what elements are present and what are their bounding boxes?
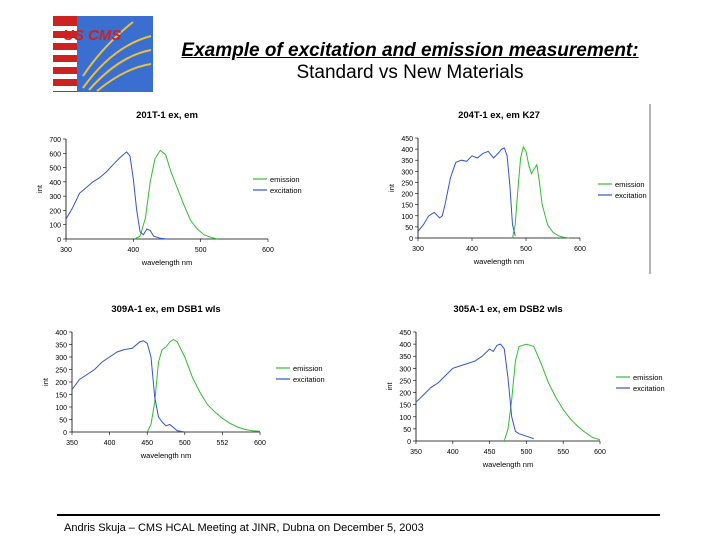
y-tick-label: 150 xyxy=(399,402,411,410)
series-line-emission xyxy=(147,340,260,433)
y-tick-label: 300 xyxy=(401,169,413,177)
y-tick-label: 350 xyxy=(401,158,413,166)
legend-label-excitation: excitation xyxy=(633,384,665,393)
y-tick-label: 400 xyxy=(55,330,67,337)
y-tick-label: 100 xyxy=(49,222,61,230)
y-tick-label: 350 xyxy=(55,342,67,350)
y-tick-label: 200 xyxy=(49,208,61,216)
chart-title: 204T-1 ex, em K27 xyxy=(458,110,540,121)
y-tick-label: 450 xyxy=(401,136,413,143)
x-tick-label: 400 xyxy=(127,247,140,254)
x-tick-label: 500 xyxy=(520,449,533,456)
series-line-excitation xyxy=(66,152,167,239)
x-tick-label: 400 xyxy=(466,246,478,253)
footer-divider xyxy=(57,514,660,516)
y-tick-label: 0 xyxy=(63,430,67,437)
y-tick-label: 50 xyxy=(59,417,67,425)
x-tick-label: 350 xyxy=(410,449,422,456)
series-line-excitation xyxy=(72,341,185,432)
y-tick-label: 300 xyxy=(399,366,411,374)
us-cms-logo xyxy=(53,16,153,92)
y-axis-label: int xyxy=(41,378,50,386)
series-line-emission xyxy=(513,147,570,238)
series-line-excitation xyxy=(418,148,515,236)
x-tick-label: 552 xyxy=(216,440,229,447)
y-tick-label: 100 xyxy=(399,414,411,422)
y-tick-label: 200 xyxy=(399,390,411,398)
y-tick-label: 0 xyxy=(57,237,61,244)
y-tick-label: 200 xyxy=(401,191,413,199)
x-tick-label: 600 xyxy=(254,440,266,447)
y-tick-label: 100 xyxy=(55,405,67,412)
y-axis-label: int xyxy=(387,184,396,192)
legend-label-excitation: excitation xyxy=(270,186,302,195)
logo-text: US CMS xyxy=(63,27,122,44)
chart-201T-1 xyxy=(35,104,335,274)
legend-label-emission: emission xyxy=(293,364,323,373)
x-tick-label: 600 xyxy=(574,246,586,253)
legend-label-emission: emission xyxy=(270,175,300,184)
chart-title: 309A-1 ex, em DSB1 wls xyxy=(111,304,221,315)
title-line-2: Standard vs New Materials xyxy=(296,62,524,83)
x-axis-label: wavelength nm xyxy=(482,460,534,469)
x-axis-label: wavelength nm xyxy=(473,257,525,266)
y-tick-label: 250 xyxy=(401,180,413,188)
legend-label-excitation: excitation xyxy=(615,191,647,200)
chart-title: 201T-1 ex, em xyxy=(136,110,198,121)
x-tick-label: 600 xyxy=(262,247,274,254)
y-tick-label: 400 xyxy=(49,179,61,187)
series-line-emission xyxy=(135,150,218,239)
y-tick-label: 700 xyxy=(49,137,61,144)
x-tick-label: 350 xyxy=(66,440,78,447)
y-tick-label: 50 xyxy=(403,426,411,434)
y-tick-label: 100 xyxy=(401,213,413,221)
y-tick-label: 250 xyxy=(55,367,67,375)
x-tick-label: 300 xyxy=(60,247,72,254)
x-tick-label: 400 xyxy=(103,440,116,447)
x-tick-label: 500 xyxy=(520,246,532,253)
chart-309A-1 xyxy=(41,298,338,460)
title-line-1: Example of excitation and emission measurement: xyxy=(181,40,639,61)
x-tick-label: 500 xyxy=(178,440,191,447)
x-tick-label: 450 xyxy=(483,449,496,456)
legend-label-emission: emission xyxy=(633,373,663,382)
y-tick-label: 450 xyxy=(399,330,411,337)
x-tick-label: 450 xyxy=(141,440,154,447)
chart-305A-1 xyxy=(380,298,685,473)
y-tick-label: 250 xyxy=(399,378,411,386)
footer-text: Andris Skuja – CMS HCAL Meeting at JINR, Dubna on December 5, 2003 xyxy=(64,522,424,534)
chart-title: 305A-1 ex, em DSB2 wls xyxy=(453,304,563,315)
y-tick-label: 400 xyxy=(401,147,413,155)
y-tick-label: 300 xyxy=(55,355,67,362)
y-tick-label: 150 xyxy=(401,202,413,210)
x-axis-label: wavelength nm xyxy=(140,451,192,460)
y-tick-label: 0 xyxy=(407,439,411,446)
y-axis-label: int xyxy=(35,185,44,193)
y-tick-label: 200 xyxy=(55,380,67,387)
x-tick-label: 500 xyxy=(194,247,207,254)
chart-204T-1 xyxy=(380,104,680,274)
y-axis-label: int xyxy=(385,382,394,391)
series-line-emission xyxy=(504,344,600,441)
legend-label-excitation: excitation xyxy=(293,375,325,384)
y-tick-label: 500 xyxy=(49,165,61,173)
x-tick-label: 550 xyxy=(557,449,570,456)
x-tick-label: 600 xyxy=(594,449,606,456)
y-tick-label: 0 xyxy=(409,236,413,243)
y-tick-label: 50 xyxy=(405,224,413,232)
slide-title xyxy=(160,40,660,84)
x-axis-label: wavelength nm xyxy=(141,258,193,267)
y-tick-label: 150 xyxy=(55,392,67,400)
y-tick-label: 400 xyxy=(399,342,411,350)
legend-label-emission: emission xyxy=(615,180,645,189)
y-tick-label: 350 xyxy=(399,354,411,362)
y-tick-label: 300 xyxy=(49,194,61,202)
x-tick-label: 400 xyxy=(446,449,459,456)
y-tick-label: 600 xyxy=(49,151,61,159)
x-tick-label: 300 xyxy=(412,246,424,253)
